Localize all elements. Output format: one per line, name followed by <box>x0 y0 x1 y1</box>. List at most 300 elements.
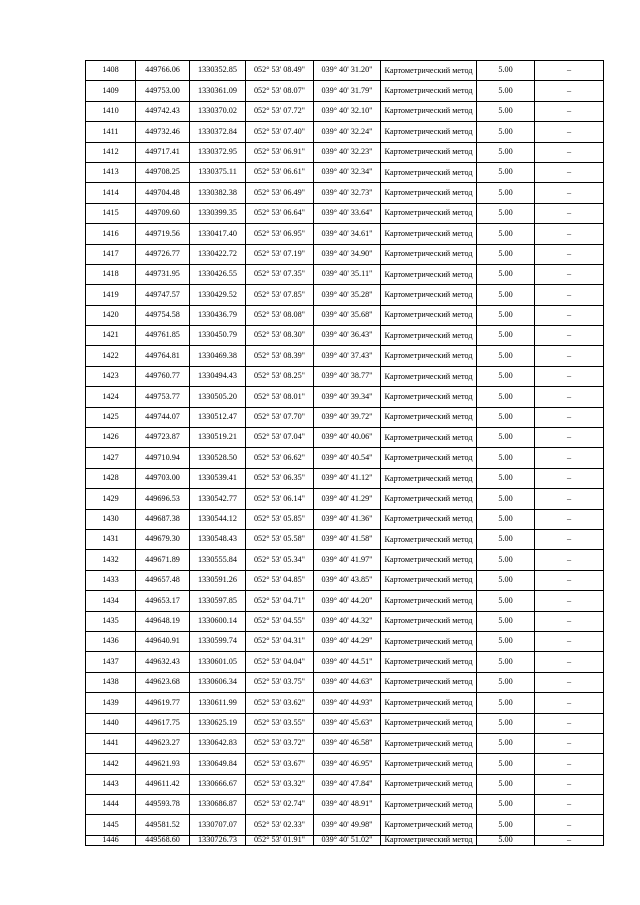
y-coordinate-cell: 1330600.14 <box>190 611 246 631</box>
point-number-cell: 1428 <box>86 468 136 488</box>
accuracy-cell: 5.00 <box>477 285 535 305</box>
table-row <box>86 122 604 142</box>
longitude-cell: 039° 40' 43.85" <box>314 570 381 590</box>
x-coordinate-cell: 449581.52 <box>136 815 190 835</box>
longitude-cell: 039° 40' 46.95" <box>314 754 381 774</box>
table-row <box>86 448 604 468</box>
table-row <box>86 326 604 346</box>
x-coordinate-cell: 449617.75 <box>136 713 190 733</box>
point-number-cell: 1439 <box>86 693 136 713</box>
latitude-cell: 052° 53' 07.70" <box>246 407 314 427</box>
table-row <box>86 815 604 835</box>
method-cell: Картометрический метод <box>381 713 477 733</box>
accuracy-cell: 5.00 <box>477 815 535 835</box>
accuracy-cell: 5.00 <box>477 244 535 264</box>
coordinates-table <box>85 60 604 846</box>
x-coordinate-cell: 449653.17 <box>136 591 190 611</box>
x-coordinate-cell: 449611.42 <box>136 774 190 794</box>
point-number-cell: 1418 <box>86 264 136 284</box>
x-coordinate-cell: 449632.43 <box>136 652 190 672</box>
method-cell: Картометрический метод <box>381 489 477 509</box>
longitude-cell: 039° 40' 32.23" <box>314 142 381 162</box>
point-number-cell: 1416 <box>86 224 136 244</box>
x-coordinate-cell: 449761.85 <box>136 326 190 346</box>
point-number-cell: 1437 <box>86 652 136 672</box>
latitude-cell: 052° 53' 07.04" <box>246 428 314 448</box>
note-cell: – <box>535 224 604 244</box>
x-coordinate-cell: 449657.48 <box>136 570 190 590</box>
table-row <box>86 774 604 794</box>
x-coordinate-cell: 449687.38 <box>136 509 190 529</box>
point-number-cell: 1442 <box>86 754 136 774</box>
accuracy-cell: 5.00 <box>477 672 535 692</box>
table-row <box>86 652 604 672</box>
latitude-cell: 052° 53' 06.61" <box>246 162 314 182</box>
point-number-cell: 1426 <box>86 428 136 448</box>
longitude-cell: 039° 40' 34.61" <box>314 224 381 244</box>
x-coordinate-cell: 449671.89 <box>136 550 190 570</box>
longitude-cell: 039° 40' 44.20" <box>314 591 381 611</box>
latitude-cell: 052° 53' 06.62" <box>246 448 314 468</box>
latitude-cell: 052° 53' 03.32" <box>246 774 314 794</box>
latitude-cell: 052° 53' 03.55" <box>246 713 314 733</box>
latitude-cell: 052° 53' 05.85" <box>246 509 314 529</box>
table-row <box>86 570 604 590</box>
accuracy-cell: 5.00 <box>477 774 535 794</box>
note-cell: – <box>535 529 604 549</box>
table-row <box>86 468 604 488</box>
table-row <box>86 509 604 529</box>
table-body <box>86 61 604 846</box>
table-row <box>86 529 604 549</box>
longitude-cell: 039° 40' 48.91" <box>314 795 381 815</box>
method-cell: Картометрический метод <box>381 815 477 835</box>
latitude-cell: 052° 53' 07.85" <box>246 285 314 305</box>
point-number-cell: 1446 <box>86 835 136 845</box>
table-row <box>86 387 604 407</box>
latitude-cell: 052° 53' 07.35" <box>246 264 314 284</box>
table-row <box>86 285 604 305</box>
note-cell: – <box>535 346 604 366</box>
accuracy-cell: 5.00 <box>477 428 535 448</box>
method-cell: Картометрический метод <box>381 61 477 81</box>
point-number-cell: 1432 <box>86 550 136 570</box>
y-coordinate-cell: 1330375.11 <box>190 162 246 182</box>
latitude-cell: 052° 53' 08.25" <box>246 366 314 386</box>
latitude-cell: 052° 53' 08.30" <box>246 326 314 346</box>
accuracy-cell: 5.00 <box>477 550 535 570</box>
longitude-cell: 039° 40' 40.54" <box>314 448 381 468</box>
longitude-cell: 039° 40' 41.36" <box>314 509 381 529</box>
y-coordinate-cell: 1330426.55 <box>190 264 246 284</box>
longitude-cell: 039° 40' 35.11" <box>314 264 381 284</box>
longitude-cell: 039° 40' 31.79" <box>314 81 381 101</box>
table-row <box>86 101 604 121</box>
method-cell: Картометрический метод <box>381 835 477 845</box>
longitude-cell: 039° 40' 35.28" <box>314 285 381 305</box>
note-cell: – <box>535 672 604 692</box>
point-number-cell: 1438 <box>86 672 136 692</box>
table-row <box>86 550 604 570</box>
table-row <box>86 713 604 733</box>
longitude-cell: 039° 40' 39.72" <box>314 407 381 427</box>
table-row <box>86 305 604 325</box>
latitude-cell: 052° 53' 04.85" <box>246 570 314 590</box>
x-coordinate-cell: 449732.46 <box>136 122 190 142</box>
longitude-cell: 039° 40' 46.58" <box>314 733 381 753</box>
longitude-cell: 039° 40' 39.34" <box>314 387 381 407</box>
longitude-cell: 039° 40' 33.64" <box>314 203 381 223</box>
method-cell: Картометрический метод <box>381 448 477 468</box>
point-number-cell: 1431 <box>86 529 136 549</box>
longitude-cell: 039° 40' 32.73" <box>314 183 381 203</box>
note-cell: – <box>535 326 604 346</box>
latitude-cell: 052° 53' 07.19" <box>246 244 314 264</box>
method-cell: Картометрический метод <box>381 754 477 774</box>
accuracy-cell: 5.00 <box>477 387 535 407</box>
note-cell: – <box>535 652 604 672</box>
accuracy-cell: 5.00 <box>477 693 535 713</box>
method-cell: Картометрический метод <box>381 346 477 366</box>
latitude-cell: 052° 53' 06.91" <box>246 142 314 162</box>
longitude-cell: 039° 40' 35.68" <box>314 305 381 325</box>
latitude-cell: 052° 53' 02.74" <box>246 795 314 815</box>
method-cell: Картометрический метод <box>381 142 477 162</box>
y-coordinate-cell: 1330544.12 <box>190 509 246 529</box>
x-coordinate-cell: 449703.00 <box>136 468 190 488</box>
x-coordinate-cell: 449704.48 <box>136 183 190 203</box>
latitude-cell: 052° 53' 02.33" <box>246 815 314 835</box>
accuracy-cell: 5.00 <box>477 795 535 815</box>
table-row <box>86 672 604 692</box>
accuracy-cell: 5.00 <box>477 652 535 672</box>
note-cell: – <box>535 611 604 631</box>
y-coordinate-cell: 1330370.02 <box>190 101 246 121</box>
y-coordinate-cell: 1330372.84 <box>190 122 246 142</box>
note-cell: – <box>535 631 604 651</box>
y-coordinate-cell: 1330555.84 <box>190 550 246 570</box>
latitude-cell: 052° 53' 08.07" <box>246 81 314 101</box>
point-number-cell: 1412 <box>86 142 136 162</box>
method-cell: Картометрический метод <box>381 285 477 305</box>
longitude-cell: 039° 40' 32.24" <box>314 122 381 142</box>
point-number-cell: 1414 <box>86 183 136 203</box>
note-cell: – <box>535 713 604 733</box>
accuracy-cell: 5.00 <box>477 264 535 284</box>
latitude-cell: 052° 53' 06.64" <box>246 203 314 223</box>
latitude-cell: 052° 53' 06.95" <box>246 224 314 244</box>
latitude-cell: 052° 53' 08.49" <box>246 61 314 81</box>
method-cell: Картометрический метод <box>381 631 477 651</box>
latitude-cell: 052° 53' 04.71" <box>246 591 314 611</box>
table-row <box>86 142 604 162</box>
table-row <box>86 428 604 448</box>
latitude-cell: 052° 53' 03.72" <box>246 733 314 753</box>
y-coordinate-cell: 1330505.20 <box>190 387 246 407</box>
table-row <box>86 366 604 386</box>
table-row <box>86 754 604 774</box>
point-number-cell: 1430 <box>86 509 136 529</box>
x-coordinate-cell: 449648.19 <box>136 611 190 631</box>
note-cell: – <box>535 142 604 162</box>
point-number-cell: 1417 <box>86 244 136 264</box>
point-number-cell: 1435 <box>86 611 136 631</box>
note-cell: – <box>535 795 604 815</box>
accuracy-cell: 5.00 <box>477 101 535 121</box>
accuracy-cell: 5.00 <box>477 529 535 549</box>
y-coordinate-cell: 1330361.09 <box>190 81 246 101</box>
method-cell: Картометрический метод <box>381 244 477 264</box>
accuracy-cell: 5.00 <box>477 203 535 223</box>
point-number-cell: 1423 <box>86 366 136 386</box>
table-row <box>86 203 604 223</box>
method-cell: Картометрический метод <box>381 264 477 284</box>
table-row <box>86 264 604 284</box>
method-cell: Картометрический метод <box>381 693 477 713</box>
table-row <box>86 631 604 651</box>
x-coordinate-cell: 449623.68 <box>136 672 190 692</box>
x-coordinate-cell: 449753.77 <box>136 387 190 407</box>
table-row <box>86 591 604 611</box>
accuracy-cell: 5.00 <box>477 591 535 611</box>
y-coordinate-cell: 1330512.47 <box>190 407 246 427</box>
method-cell: Картометрический метод <box>381 101 477 121</box>
longitude-cell: 039° 40' 31.20" <box>314 61 381 81</box>
accuracy-cell: 5.00 <box>477 183 535 203</box>
table-row <box>86 733 604 753</box>
x-coordinate-cell: 449726.77 <box>136 244 190 264</box>
latitude-cell: 052° 53' 05.34" <box>246 550 314 570</box>
x-coordinate-cell: 449623.27 <box>136 733 190 753</box>
method-cell: Картометрический метод <box>381 774 477 794</box>
latitude-cell: 052° 53' 03.67" <box>246 754 314 774</box>
latitude-cell: 052° 53' 08.08" <box>246 305 314 325</box>
longitude-cell: 039° 40' 44.51" <box>314 652 381 672</box>
note-cell: – <box>535 570 604 590</box>
note-cell: – <box>535 754 604 774</box>
point-number-cell: 1419 <box>86 285 136 305</box>
longitude-cell: 039° 40' 32.34" <box>314 162 381 182</box>
accuracy-cell: 5.00 <box>477 162 535 182</box>
accuracy-cell: 5.00 <box>477 224 535 244</box>
x-coordinate-cell: 449723.87 <box>136 428 190 448</box>
accuracy-cell: 5.00 <box>477 346 535 366</box>
table-row <box>86 795 604 815</box>
note-cell: – <box>535 81 604 101</box>
method-cell: Картометрический метод <box>381 326 477 346</box>
note-cell: – <box>535 407 604 427</box>
latitude-cell: 052° 53' 08.01" <box>246 387 314 407</box>
note-cell: – <box>535 101 604 121</box>
method-cell: Картометрический метод <box>381 570 477 590</box>
point-number-cell: 1420 <box>86 305 136 325</box>
y-coordinate-cell: 1330642.83 <box>190 733 246 753</box>
latitude-cell: 052° 53' 04.55" <box>246 611 314 631</box>
y-coordinate-cell: 1330686.87 <box>190 795 246 815</box>
longitude-cell: 039° 40' 41.12" <box>314 468 381 488</box>
accuracy-cell: 5.00 <box>477 142 535 162</box>
y-coordinate-cell: 1330528.50 <box>190 448 246 468</box>
latitude-cell: 052° 53' 04.31" <box>246 631 314 651</box>
method-cell: Картометрический метод <box>381 407 477 427</box>
longitude-cell: 039° 40' 45.63" <box>314 713 381 733</box>
latitude-cell: 052° 53' 08.39" <box>246 346 314 366</box>
note-cell: – <box>535 366 604 386</box>
longitude-cell: 039° 40' 44.93" <box>314 693 381 713</box>
note-cell: – <box>535 693 604 713</box>
longitude-cell: 039° 40' 44.29" <box>314 631 381 651</box>
y-coordinate-cell: 1330494.43 <box>190 366 246 386</box>
method-cell: Картометрический метод <box>381 591 477 611</box>
accuracy-cell: 5.00 <box>477 81 535 101</box>
latitude-cell: 052° 53' 03.75" <box>246 672 314 692</box>
note-cell: – <box>535 264 604 284</box>
note-cell: – <box>535 428 604 448</box>
y-coordinate-cell: 1330542.77 <box>190 489 246 509</box>
point-number-cell: 1408 <box>86 61 136 81</box>
note-cell: – <box>535 203 604 223</box>
table-row <box>86 611 604 631</box>
note-cell: – <box>535 61 604 81</box>
x-coordinate-cell: 449766.06 <box>136 61 190 81</box>
method-cell: Картометрический метод <box>381 366 477 386</box>
note-cell: – <box>535 387 604 407</box>
y-coordinate-cell: 1330469.38 <box>190 346 246 366</box>
point-number-cell: 1413 <box>86 162 136 182</box>
table-row <box>86 407 604 427</box>
accuracy-cell: 5.00 <box>477 733 535 753</box>
x-coordinate-cell: 449764.81 <box>136 346 190 366</box>
x-coordinate-cell: 449744.07 <box>136 407 190 427</box>
note-cell: – <box>535 835 604 845</box>
note-cell: – <box>535 550 604 570</box>
x-coordinate-cell: 449568.60 <box>136 835 190 845</box>
method-cell: Картометрический метод <box>381 529 477 549</box>
note-cell: – <box>535 489 604 509</box>
point-number-cell: 1441 <box>86 733 136 753</box>
latitude-cell: 052° 53' 07.72" <box>246 101 314 121</box>
accuracy-cell: 5.00 <box>477 448 535 468</box>
y-coordinate-cell: 1330399.35 <box>190 203 246 223</box>
x-coordinate-cell: 449696.53 <box>136 489 190 509</box>
x-coordinate-cell: 449619.77 <box>136 693 190 713</box>
method-cell: Картометрический метод <box>381 611 477 631</box>
note-cell: – <box>535 305 604 325</box>
x-coordinate-cell: 449593.78 <box>136 795 190 815</box>
accuracy-cell: 5.00 <box>477 326 535 346</box>
latitude-cell: 052° 53' 04.04" <box>246 652 314 672</box>
method-cell: Картометрический метод <box>381 122 477 142</box>
x-coordinate-cell: 449742.43 <box>136 101 190 121</box>
point-number-cell: 1421 <box>86 326 136 346</box>
x-coordinate-cell: 449719.56 <box>136 224 190 244</box>
point-number-cell: 1409 <box>86 81 136 101</box>
method-cell: Картометрический метод <box>381 183 477 203</box>
method-cell: Картометрический метод <box>381 305 477 325</box>
y-coordinate-cell: 1330548.43 <box>190 529 246 549</box>
y-coordinate-cell: 1330450.79 <box>190 326 246 346</box>
longitude-cell: 039° 40' 34.90" <box>314 244 381 264</box>
method-cell: Картометрический метод <box>381 468 477 488</box>
y-coordinate-cell: 1330726.73 <box>190 835 246 845</box>
note-cell: – <box>535 285 604 305</box>
y-coordinate-cell: 1330591.26 <box>190 570 246 590</box>
method-cell: Картометрический метод <box>381 652 477 672</box>
y-coordinate-cell: 1330599.74 <box>190 631 246 651</box>
accuracy-cell: 5.00 <box>477 611 535 631</box>
longitude-cell: 039° 40' 49.98" <box>314 815 381 835</box>
latitude-cell: 052° 53' 06.49" <box>246 183 314 203</box>
method-cell: Картометрический метод <box>381 81 477 101</box>
accuracy-cell: 5.00 <box>477 835 535 845</box>
y-coordinate-cell: 1330352.85 <box>190 61 246 81</box>
method-cell: Картометрический метод <box>381 203 477 223</box>
table-row <box>86 489 604 509</box>
latitude-cell: 052° 53' 07.40" <box>246 122 314 142</box>
accuracy-cell: 5.00 <box>477 754 535 774</box>
table-row <box>86 244 604 264</box>
x-coordinate-cell: 449640.91 <box>136 631 190 651</box>
point-number-cell: 1433 <box>86 570 136 590</box>
x-coordinate-cell: 449710.94 <box>136 448 190 468</box>
longitude-cell: 039° 40' 38.77" <box>314 366 381 386</box>
note-cell: – <box>535 509 604 529</box>
point-number-cell: 1434 <box>86 591 136 611</box>
longitude-cell: 039° 40' 47.84" <box>314 774 381 794</box>
x-coordinate-cell: 449717.41 <box>136 142 190 162</box>
point-number-cell: 1443 <box>86 774 136 794</box>
point-number-cell: 1424 <box>86 387 136 407</box>
note-cell: – <box>535 244 604 264</box>
latitude-cell: 052° 53' 05.58" <box>246 529 314 549</box>
x-coordinate-cell: 449731.95 <box>136 264 190 284</box>
accuracy-cell: 5.00 <box>477 570 535 590</box>
latitude-cell: 052° 53' 03.62" <box>246 693 314 713</box>
accuracy-cell: 5.00 <box>477 489 535 509</box>
longitude-cell: 039° 40' 41.97" <box>314 550 381 570</box>
note-cell: – <box>535 733 604 753</box>
accuracy-cell: 5.00 <box>477 61 535 81</box>
longitude-cell: 039° 40' 51.02" <box>314 835 381 845</box>
point-number-cell: 1444 <box>86 795 136 815</box>
longitude-cell: 039° 40' 44.63" <box>314 672 381 692</box>
note-cell: – <box>535 448 604 468</box>
method-cell: Картометрический метод <box>381 550 477 570</box>
longitude-cell: 039° 40' 32.10" <box>314 101 381 121</box>
x-coordinate-cell: 449753.00 <box>136 81 190 101</box>
accuracy-cell: 5.00 <box>477 366 535 386</box>
latitude-cell: 052° 53' 01.91" <box>246 835 314 845</box>
longitude-cell: 039° 40' 37.43" <box>314 346 381 366</box>
accuracy-cell: 5.00 <box>477 509 535 529</box>
table-row <box>86 183 604 203</box>
longitude-cell: 039° 40' 44.32" <box>314 611 381 631</box>
y-coordinate-cell: 1330382.38 <box>190 183 246 203</box>
accuracy-cell: 5.00 <box>477 305 535 325</box>
point-number-cell: 1422 <box>86 346 136 366</box>
y-coordinate-cell: 1330372.95 <box>190 142 246 162</box>
note-cell: – <box>535 122 604 142</box>
accuracy-cell: 5.00 <box>477 468 535 488</box>
x-coordinate-cell: 449709.60 <box>136 203 190 223</box>
longitude-cell: 039° 40' 36.43" <box>314 326 381 346</box>
y-coordinate-cell: 1330436.79 <box>190 305 246 325</box>
y-coordinate-cell: 1330625.19 <box>190 713 246 733</box>
method-cell: Картометрический метод <box>381 795 477 815</box>
table-row <box>86 61 604 81</box>
note-cell: – <box>535 468 604 488</box>
y-coordinate-cell: 1330597.85 <box>190 591 246 611</box>
